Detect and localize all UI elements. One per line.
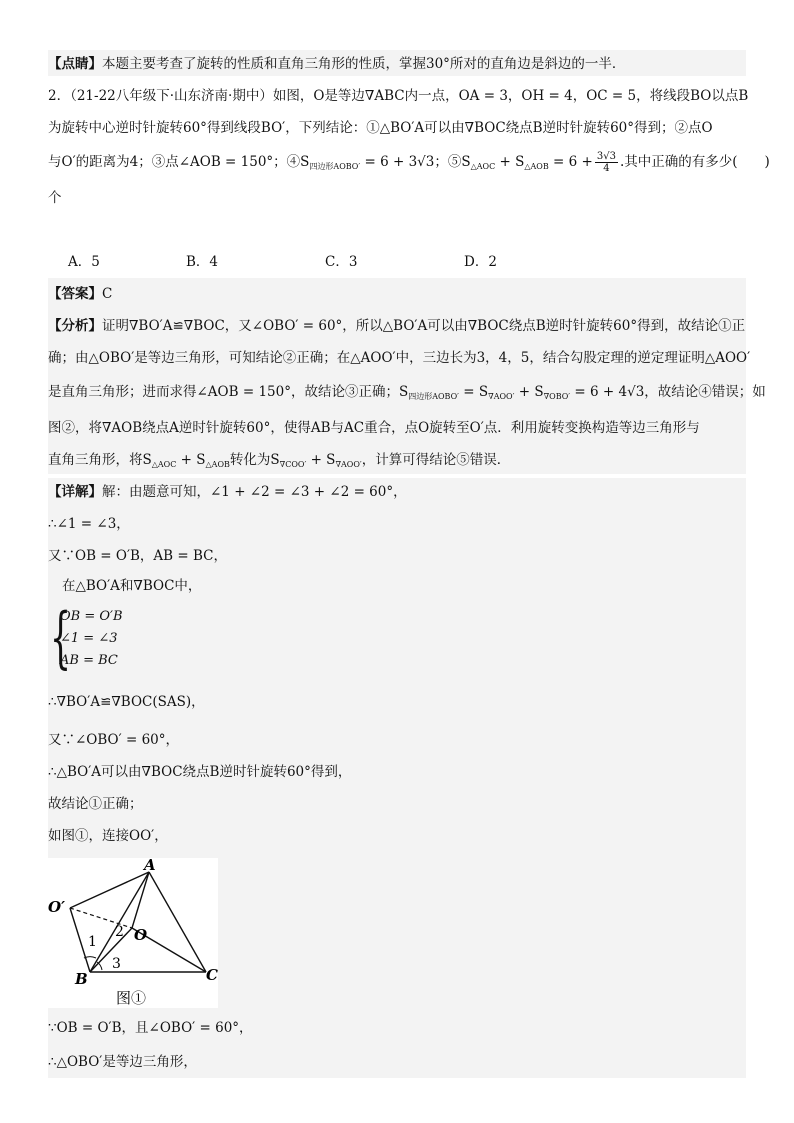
subscript: △AOB: [524, 162, 549, 171]
analysis-text-2: 确；由△OBO′是等边三角形，可知结论②正确；在△AOO′中，三边长为3，4，5，结合勾股定理的逆定理证明△AOO′: [48, 350, 751, 366]
analysis-text-5a: 直角三角形，将S: [48, 452, 152, 468]
point-label-O1: O′: [48, 898, 66, 916]
condition-3: AB = BC: [60, 653, 118, 668]
subscript: ∇AOO′: [488, 392, 515, 401]
condition-2: ∠1 = ∠3: [60, 631, 118, 646]
brace-symbol: {: [50, 599, 71, 676]
subscript: 四边形AOBO′: [408, 392, 459, 401]
subscript: ∇OBO′: [543, 392, 571, 401]
detail-line-1: ∴∠1 = ∠3，: [48, 516, 130, 532]
figure-caption: 图①: [116, 989, 147, 1007]
question-text-2: 为旋转中心逆时针旋转60°得到线段BO′，下列结论：①△BO′A可以由∇BOC绕点B逆时针旋转60°得到；②点O: [48, 120, 713, 136]
congruence-conditions: [48, 599, 168, 676]
question-text-3d: = 6 +: [548, 154, 593, 170]
question-text-3e: .其中正确的有多少( ): [619, 154, 770, 170]
segment-AO1: [70, 872, 149, 908]
detail-intro: 解：由题意可知，∠1 + ∠2 = ∠3 + ∠2 = 60°，: [102, 484, 407, 500]
analysis-text-3: 是直角三角形；进而求得∠AOB = 150°，故结论③正确；S: [48, 384, 409, 400]
subscript: △AOB: [205, 460, 230, 469]
question-text-3b: = 6 + 3√3；⑤S: [360, 154, 471, 170]
option-b: B．4: [186, 254, 219, 270]
analysis-text-3b: = S: [458, 384, 489, 400]
question-text-3a: 与O′的距离为4；③点∠AOB = 150°；④S: [48, 154, 310, 170]
figure-1: [48, 858, 218, 1008]
segment-AO: [132, 872, 149, 928]
question-line-1: [48, 84, 749, 108]
geometry-diagram: [48, 858, 218, 1008]
analysis-text-4: 图②，将∇AOB绕点A逆时针旋转60°，使得AB与AC重合，点O旋转至O′点．利用旋转变换构造等边三角形与: [48, 420, 700, 436]
analysis-line-5: [48, 448, 746, 477]
detail-line-7: 故结论①正确；: [48, 796, 143, 812]
angle-label-1: 1: [88, 934, 97, 950]
question-line-4: [48, 186, 746, 210]
angle-label-2: 2: [115, 924, 124, 940]
subscript: △AOC: [151, 460, 177, 469]
subscript: ∇COO′: [279, 460, 307, 469]
analysis-text-5e: ，计算可得结论⑤错误．: [361, 452, 511, 468]
analysis-block: [48, 278, 746, 474]
condition-1: OB = O′B: [60, 609, 123, 624]
detail-line-9: ∵OB = O′B，且∠OBO′ = 60°，: [48, 1020, 253, 1036]
analysis-line-3: [48, 380, 766, 409]
angle-arc: [97, 962, 102, 970]
tip-line: [48, 52, 746, 76]
question-line-2: [48, 116, 746, 140]
fraction: [595, 151, 618, 174]
question-text-1: 如图，O是等边∇ABC内一点，OA = 3，OH = 4，OC = 5，将线段BO以点B: [272, 88, 749, 104]
point-label-A: A: [144, 858, 156, 874]
angle-label-3: 3: [112, 956, 121, 972]
analysis-text-5c: 转化为S: [229, 452, 280, 468]
answer-value: C: [102, 286, 113, 302]
analysis-text-5b: + S: [176, 452, 206, 468]
angle-arc: [84, 957, 96, 958]
detail-label: 【详解】: [48, 484, 102, 500]
tip-label: 【点睛】: [48, 56, 102, 72]
point-label-O: O: [134, 926, 148, 944]
analysis-label: 【分析】: [48, 318, 102, 334]
tip-text: 本题主要考查了旋转的性质和直角三角形的性质，掌握30°所对的直角边是斜边的一半．: [102, 56, 626, 72]
subscript: △AOC: [470, 162, 496, 171]
question-number: 2．: [48, 88, 71, 104]
analysis-line-1: [48, 314, 746, 338]
analysis-line-2: [48, 346, 751, 370]
segment-O1B: [70, 908, 90, 972]
subscript: 四边形AOBO′: [309, 162, 361, 171]
question-line-3: [48, 150, 770, 179]
fraction-numerator: 3√3: [596, 151, 616, 162]
detail-line-4: ∴∇BO′A≌∇BOC(SAS)，: [48, 694, 205, 710]
analysis-text-1: 证明∇BO′A≌∇BOC，又∠OBO′ = 60°，所以△BO′A可以由∇BOC绕点B逆时针旋转60°得到，故结论①正: [102, 318, 746, 334]
option-a: A．5: [68, 254, 100, 270]
question-source: （21-22八年级下·山东济南·期中）: [70, 88, 273, 104]
fraction-denominator: 4: [603, 163, 610, 174]
subscript: ∇AOO′: [335, 460, 362, 469]
detail-line-6: ∴△BO′A可以由∇BOC绕点B逆时针旋转60°得到，: [48, 764, 352, 780]
analysis-text-3d: = 6 + 4√3，故结论④错误；如: [570, 384, 766, 400]
answer-label: 【答案】: [48, 286, 102, 302]
option-d: D．2: [464, 254, 497, 270]
question-text-4: 个: [48, 190, 62, 206]
question-text-3c: + S: [495, 154, 525, 170]
point-label-C: C: [206, 966, 218, 984]
answer-line: [48, 282, 746, 306]
segment-AC: [149, 872, 206, 972]
analysis-text-3c: + S: [514, 384, 544, 400]
point-label-B: B: [75, 970, 88, 988]
option-c: C．3: [325, 254, 358, 270]
detail-line-3: 在△BO′A和∇BOC中，: [62, 578, 202, 594]
detail-line-8: 如图①，连接OO′，: [48, 828, 168, 844]
detail-line-intro: [48, 480, 746, 504]
detail-line-10: ∴△OBO′是等边三角形，: [48, 1054, 197, 1070]
analysis-text-5d: + S: [306, 452, 336, 468]
detail-line-2: 又∵OB = O′B，AB = BC，: [48, 548, 228, 564]
detail-line-5: 又∵∠OBO′ = 60°，: [48, 732, 180, 748]
analysis-line-4: [48, 416, 746, 440]
